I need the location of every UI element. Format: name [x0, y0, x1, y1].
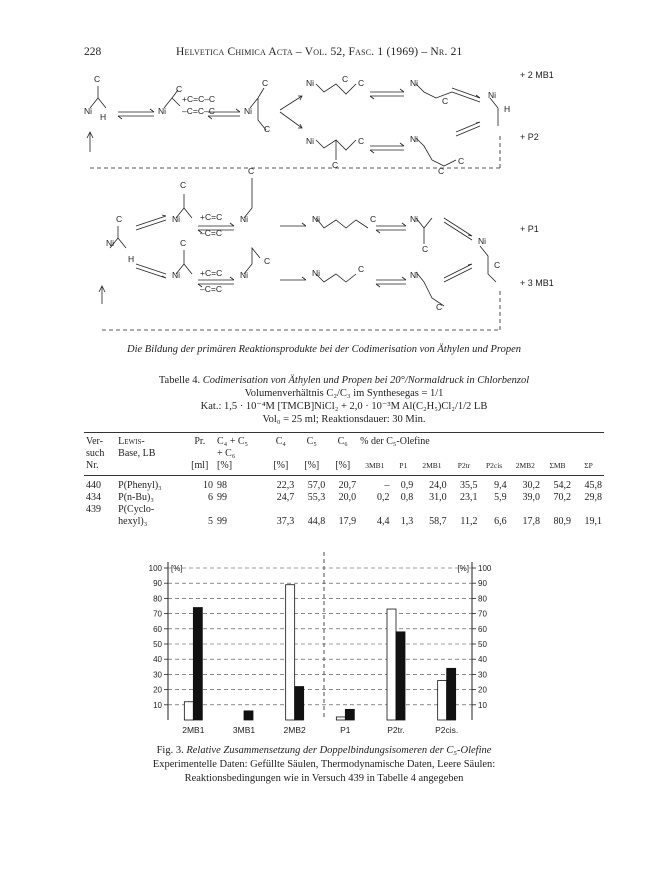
svg-text:C: C [422, 244, 429, 254]
table-cell [573, 504, 604, 516]
table-cell: 9,4 [494, 480, 507, 491]
col-header: [%] [327, 460, 358, 476]
svg-text:–C=C: –C=C [200, 284, 222, 294]
table-cell: 1,3 [400, 516, 414, 527]
svg-text:C: C [358, 264, 365, 274]
bar-experimental [447, 668, 456, 720]
bar-chart [128, 552, 512, 736]
y-tick-label: 10 [478, 700, 487, 710]
table-cell [392, 504, 416, 516]
figure-caption [84, 744, 564, 786]
table-cell: 80,9 [553, 516, 571, 527]
bar-thermodynamic [184, 702, 193, 720]
bar-thermodynamic [286, 585, 295, 720]
col-header: C₆ [327, 433, 358, 449]
table-cell: 24,7 [276, 492, 295, 503]
svg-text:H: H [100, 112, 107, 122]
col-header: ΣMB [542, 460, 573, 476]
table-cell: 17,8 [522, 516, 541, 527]
table-cell: 35,5 [460, 480, 478, 491]
scheme-caption: Die Bildung der primären Reaktionsprodukte bei der Codimerisation von Äthylen und Propen [127, 344, 521, 355]
y-tick-label: 100 [148, 564, 162, 573]
svg-text:C: C [342, 74, 349, 84]
y-tick-label: 20 [478, 685, 487, 695]
table-label: Tabelle 4. [158, 375, 201, 386]
table-cell: 24,0 [429, 480, 447, 491]
table-title-text: Codimerisation von Äthylen und Propen bei 20°/Normaldruck in Chlorbenzol [202, 375, 530, 386]
table-cell: 31,0 [429, 492, 447, 503]
table-cell [215, 504, 265, 516]
y-tick-label: 30 [478, 670, 487, 680]
y-tick-label: 90 [153, 579, 162, 589]
col-header: Lewis- [116, 433, 184, 449]
svg-text:C: C [438, 166, 445, 176]
svg-text:Ni: Ni [410, 78, 419, 88]
table-cell: 10 [203, 480, 214, 491]
table-cell: 98 [217, 480, 228, 491]
table-cell: hexyl)₃ [118, 516, 148, 527]
table-cell: 6,6 [494, 516, 507, 527]
col-header: 2MB1 [415, 460, 448, 476]
y-tick-label: 40 [478, 655, 487, 665]
table-cell: 4,4 [377, 516, 390, 527]
svg-text:Ni: Ni [172, 270, 181, 280]
table-cell: 29,8 [584, 492, 602, 503]
bar-experimental [345, 709, 354, 720]
col-header: [%] [296, 460, 327, 476]
y-tick-label: 50 [478, 640, 487, 649]
col-header: 2MB2 [509, 460, 542, 476]
table-cell: 30,2 [522, 480, 541, 491]
table-cell: 70,2 [553, 492, 571, 503]
table-cell: 17,9 [338, 516, 357, 527]
bar-thermodynamic [336, 717, 345, 720]
figure-title [84, 744, 564, 758]
table-cell: 19,1 [584, 516, 602, 527]
table-row [84, 504, 604, 516]
svg-text:Ni: Ni [306, 78, 315, 88]
table-cell: 23,1 [460, 492, 478, 503]
bar-experimental [244, 711, 253, 720]
table-cell: 440 [86, 480, 101, 491]
col-header: [%] [265, 460, 296, 476]
table-cell: 439 [86, 504, 101, 515]
svg-text:Ni: Ni [240, 214, 249, 224]
category-label: P2tr. [387, 725, 405, 735]
table-cell [358, 504, 391, 516]
col-header: Ver- [84, 433, 116, 449]
table-cell [542, 504, 573, 516]
product-label: + P2 [520, 132, 539, 142]
svg-text:C: C [262, 78, 269, 88]
table-cell [415, 504, 448, 516]
svg-text:C: C [180, 238, 187, 248]
col-header: % der C₅-Olefine [358, 433, 604, 449]
y-tick-label: 40 [153, 655, 162, 665]
svg-text:Ni: Ni [306, 136, 315, 146]
product-label: + 2 MB1 [520, 70, 554, 80]
svg-text:Ni: Ni [488, 90, 497, 100]
reaction-scheme [80, 68, 600, 340]
table-cell: 22,3 [276, 480, 295, 491]
svg-text:C: C [176, 84, 183, 94]
table-cell [509, 504, 542, 516]
table-cell: P(Cyclo- [118, 504, 155, 515]
table-cell [480, 504, 509, 516]
y-tick-label: 30 [153, 670, 162, 680]
bar-experimental [396, 632, 405, 720]
svg-text:Ni: Ni [410, 134, 419, 144]
svg-text:Ni: Ni [312, 268, 321, 278]
table-cell: 55,3 [307, 492, 326, 503]
table-cell: 54,2 [553, 480, 571, 491]
figure-caption-line: Experimentelle Daten: Gefüllte Säulen, Thermodynamische Daten, Leere Säulen: [152, 759, 496, 770]
y-tick-label: 60 [153, 624, 162, 634]
svg-text:+C=C: +C=C [200, 212, 223, 222]
y-tick-label: 70 [478, 609, 487, 619]
table-title [84, 374, 604, 387]
y-unit-label: [%] [171, 564, 183, 573]
table-cell [327, 504, 358, 516]
table-cell: 20,0 [338, 492, 357, 503]
svg-text:Ni: Ni [244, 106, 253, 116]
svg-text:C: C [358, 78, 365, 88]
y-unit-label: [%] [457, 564, 469, 573]
category-label: P2cis. [435, 725, 459, 735]
table-row [84, 516, 604, 528]
svg-text:C: C [458, 156, 465, 166]
figure-title-text: Relative Zusammensetzung der Doppelbindungsisomeren der C₅-Olefine [186, 745, 492, 756]
svg-text:C: C [264, 124, 271, 134]
svg-text:C: C [494, 260, 501, 270]
table-cell: 20,7 [338, 480, 357, 491]
table-row [84, 492, 604, 504]
table-cell: 44,8 [307, 516, 326, 527]
svg-text:Ni: Ni [172, 214, 181, 224]
bar-experimental [193, 608, 202, 720]
table-cell: 434 [86, 492, 101, 503]
col-header: such [86, 448, 105, 459]
col-header: + C₆ [217, 448, 236, 459]
table-cell: 39,0 [522, 492, 541, 503]
bar-experimental [295, 687, 304, 720]
col-header: Base, LB [118, 448, 156, 459]
svg-text:+C=C: +C=C [200, 268, 223, 278]
svg-text:C: C [370, 214, 377, 224]
col-header: C₅ [296, 433, 327, 449]
table-cell: P(n-Bu)₃ [118, 492, 154, 503]
svg-text:Ni: Ni [84, 106, 93, 116]
category-label: 2MB1 [182, 725, 205, 735]
svg-text:C: C [358, 136, 365, 146]
col-header: C₄ [265, 433, 296, 449]
col-header: Nr. [84, 460, 116, 476]
svg-text:Ni: Ni [410, 270, 419, 280]
table-cell: 0,2 [377, 492, 390, 503]
svg-text:H: H [128, 254, 135, 264]
bar-thermodynamic [438, 680, 447, 720]
svg-text:Ni: Ni [158, 106, 167, 116]
table-cell: 99 [217, 492, 228, 503]
table-subtitle: Volumenverhältnis C₂/C₃ im Synthesegas = 1/1 [244, 388, 444, 399]
table-row [84, 476, 604, 493]
svg-text:–C=C: –C=C [200, 228, 222, 238]
svg-text:C: C [442, 96, 449, 106]
table-conditions: Vol₀ = 25 ml; Reaktionsdauer: 30 Min. [262, 414, 426, 425]
category-label: P1 [340, 725, 351, 735]
table-4 [84, 374, 604, 528]
bar-thermodynamic [387, 609, 396, 720]
table-cell: 5,9 [494, 492, 507, 503]
table-cell: 0,9 [400, 480, 414, 491]
category-label: 3MB1 [232, 725, 256, 735]
y-tick-label: 10 [153, 700, 162, 710]
y-tick-label: 60 [478, 624, 487, 634]
product-label: + 3 MB1 [520, 278, 554, 288]
svg-text:+C=C–C: +C=C–C [182, 94, 216, 104]
col-header: Pr. [185, 433, 216, 449]
y-tick-label: 70 [153, 609, 162, 619]
table-cell: 0,8 [400, 492, 414, 503]
svg-text:C: C [248, 166, 255, 176]
col-header: ΣP [573, 460, 604, 476]
table-cell [84, 516, 116, 528]
col-header: P1 [392, 460, 416, 476]
svg-text:C: C [436, 302, 443, 312]
page-number: 228 [84, 46, 102, 58]
col-header: P2cis [480, 460, 509, 476]
y-tick-label: 80 [153, 594, 162, 604]
table-cell: – [384, 480, 390, 491]
figure-caption-line: Reaktionsbedingungen wie in Versuch 439 in Tabelle 4 angegeben [184, 773, 464, 784]
table-cell: 57,0 [307, 480, 326, 491]
figure-label: Fig. 3. [156, 745, 184, 756]
svg-text:C: C [332, 160, 339, 170]
svg-text:Ni: Ni [106, 238, 115, 248]
journal-title: Helvetica Chimica Acta – Vol. 52, Fasc. 1 (1969) – Nr. 21 [176, 46, 463, 58]
table-cell [265, 504, 296, 516]
y-tick-label: 80 [478, 594, 487, 604]
table-cell: 6 [208, 492, 214, 503]
table-body [84, 476, 604, 529]
svg-text:Ni: Ni [312, 214, 321, 224]
product-label: + P1 [520, 224, 539, 234]
y-tick-label: 20 [153, 685, 162, 695]
table-cell: 58,7 [429, 516, 447, 527]
svg-text:C: C [180, 180, 187, 190]
svg-text:H: H [504, 104, 511, 114]
svg-text:C: C [264, 256, 271, 266]
table-cell: 37,3 [276, 516, 295, 527]
category-label: 2MB2 [283, 725, 306, 735]
table-cell [296, 504, 327, 516]
table-cell: 45,8 [584, 480, 602, 491]
table-cell: 5 [208, 516, 214, 527]
y-tick-label: 90 [478, 579, 487, 589]
data-table [84, 432, 604, 528]
col-header: 3MB1 [358, 460, 391, 476]
svg-text:C: C [116, 214, 123, 224]
svg-text:C: C [94, 74, 101, 84]
col-header: P2tr [449, 460, 480, 476]
svg-text:Ni: Ni [410, 214, 419, 224]
table-cell: P(Phenyl)₃ [118, 480, 162, 491]
table-cell [185, 504, 216, 516]
y-tick-label: 100 [478, 564, 492, 573]
svg-text:Ni: Ni [478, 236, 487, 246]
table-cell: 99 [217, 516, 228, 527]
svg-text:–C=C–C: –C=C–C [182, 106, 215, 116]
y-tick-label: 50 [153, 640, 162, 649]
table-cell: 11,2 [460, 516, 478, 527]
svg-text:Ni: Ni [240, 270, 249, 280]
col-header: C₄ + C₅ [215, 433, 265, 449]
col-header: [%] [215, 460, 265, 476]
table-cell [449, 504, 480, 516]
col-header: [ml] [185, 460, 216, 476]
table-catalyst: Kat.: 1,5 · 10⁻⁴M [TMCB]NiCl₂ + 2,0 · 10⁻³M Al(C₂H₅)Cl₂/1/2 LB [200, 401, 488, 412]
